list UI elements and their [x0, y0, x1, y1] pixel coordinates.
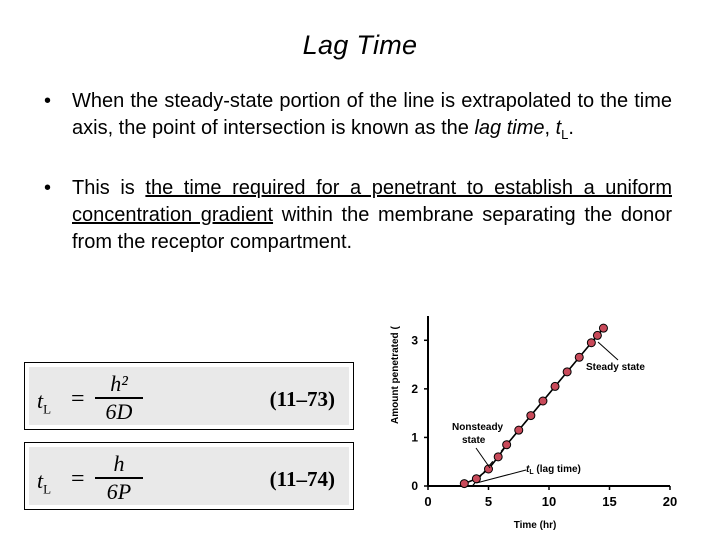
bullet1-italic-term: lag time — [474, 117, 545, 139]
bullet-item-2 — [44, 175, 672, 256]
data-point — [551, 382, 559, 390]
bullet2-text-pre: This is — [72, 177, 146, 199]
equation-lhs — [37, 388, 51, 417]
equation-lhs-symbol: t — [37, 468, 44, 493]
data-point — [494, 453, 502, 461]
equation-lhs — [37, 468, 51, 497]
equation-box-1 — [24, 362, 354, 430]
lag-time-chart — [380, 312, 720, 540]
data-point — [527, 412, 535, 420]
data-point — [472, 475, 480, 483]
nonsteady-state-label: state — [462, 435, 486, 446]
x-tick-label: 15 — [602, 494, 617, 509]
bullet-dot: • — [44, 90, 52, 112]
equation-number: (11–73) — [269, 387, 335, 411]
steady-state-label: Steady state — [586, 362, 645, 373]
x-tick-label: 0 — [424, 494, 432, 509]
equals-sign: = — [71, 466, 85, 492]
x-tick-label: 10 — [541, 494, 557, 509]
bullet-item-1 — [44, 88, 672, 148]
data-point — [460, 480, 468, 488]
bullet1-text-mid: , — [544, 117, 556, 139]
bullet-list — [44, 88, 672, 283]
data-point — [587, 339, 595, 347]
slide-title: Lag Time — [302, 30, 418, 60]
y-tick-label: 2 — [411, 381, 418, 396]
fraction-numerator: h² — [110, 371, 128, 396]
bullet-dot: • — [44, 177, 52, 199]
fraction-numerator: h — [113, 451, 125, 476]
fraction-denominator: 6D — [105, 399, 133, 424]
y-tick-label: 1 — [411, 430, 418, 445]
nonsteady-state-pointer — [476, 448, 490, 468]
equation-lhs-symbol: t — [37, 388, 44, 413]
equation-number: (11–74) — [269, 467, 335, 491]
bullet1-text-pre: When the steady-state portion of the line is extrapolated to the time axis, the point of intersection is known as the — [72, 90, 672, 139]
chart-lines — [464, 328, 603, 486]
y-tick-label: 3 — [411, 333, 418, 348]
bullet2-text-post: within the membrane separating the donor from the receptor compartment. — [72, 204, 672, 253]
equation-lhs-sub: L — [43, 401, 52, 417]
equals-sign: = — [71, 386, 85, 412]
data-point — [539, 397, 547, 405]
data-point — [515, 426, 523, 434]
bullet-text-2 — [72, 175, 672, 256]
nonsteady-state-label: Nonsteady — [452, 422, 504, 433]
bullet1-symbol-t: t — [555, 117, 562, 139]
x-tick-label: 20 — [662, 494, 678, 509]
equation-lhs-sub: L — [43, 481, 52, 497]
equation-background — [29, 447, 349, 505]
steady-state-pointer — [598, 342, 618, 360]
equation-box-2 — [24, 442, 354, 510]
y-tick-label: 0 — [411, 479, 418, 493]
bullet2-underlined-text: the time required for a penetrant to establish a uniform concentration gradient — [72, 177, 672, 226]
fraction-denominator: 6P — [106, 479, 132, 504]
x-axis-label: Time (hr) — [513, 520, 557, 531]
data-point — [503, 441, 511, 449]
chart-axes — [428, 316, 670, 486]
lag-time-label: $t_L$ (lag time) — [526, 464, 581, 476]
bullet1-symbol-sub: L — [561, 127, 569, 142]
equation-fraction — [91, 451, 147, 505]
bullet1-text-post: . — [568, 117, 574, 139]
data-point — [593, 331, 601, 339]
equation-fraction — [91, 371, 147, 425]
data-point — [599, 324, 607, 332]
equation-background — [29, 367, 349, 425]
bullet-text-1 — [72, 88, 672, 148]
data-point — [563, 368, 571, 376]
y-axis-label: Amount penetrated ( — [390, 326, 401, 424]
x-tick-label: 5 — [484, 494, 493, 509]
data-point — [575, 353, 583, 361]
